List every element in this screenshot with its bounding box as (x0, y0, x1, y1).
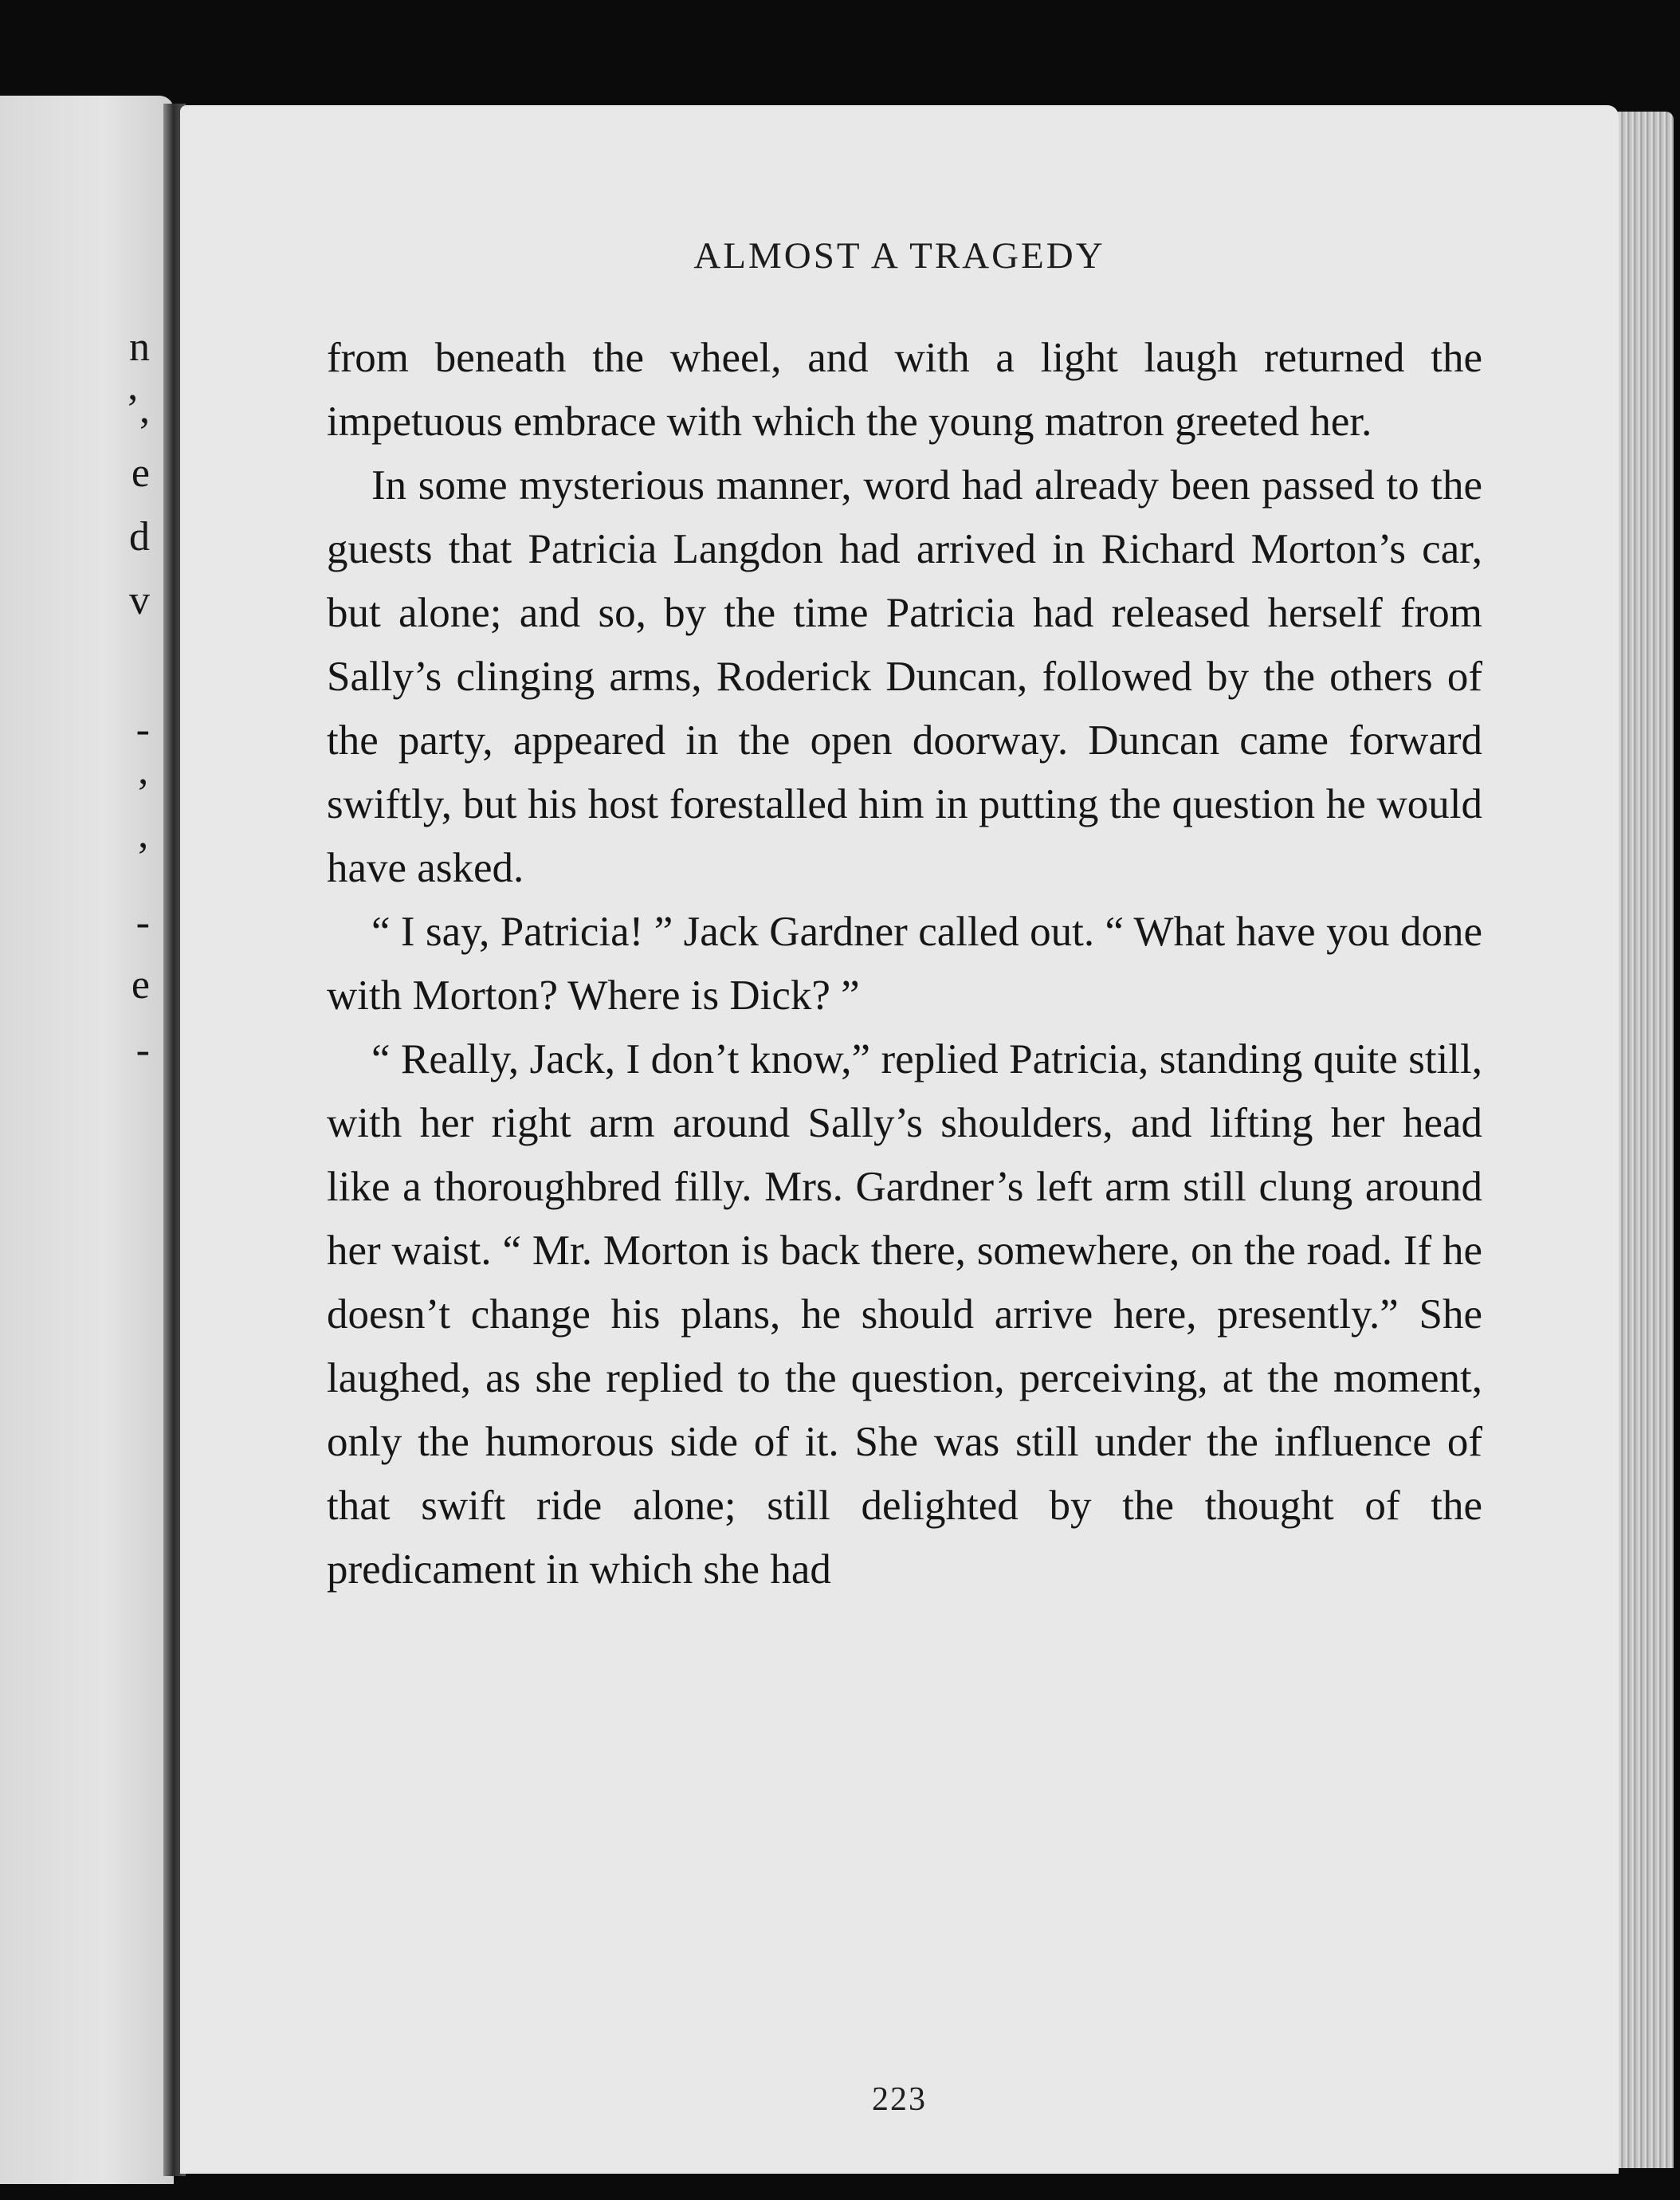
paragraph: “ I say, Patricia! ” Jack Gardner called out. “ What have you done with Morton? Where is Dick? ” (327, 909, 1482, 1019)
left-page-fragment: e (131, 962, 150, 1008)
paragraph: “ Really, Jack, I don’t know,” replied Patricia, standing quite still, with her right arm around Sally’s shoulders, and lifting her head like a thoroughbred filly. Mrs. Gardner’s left arm still clung around her waist. “ Mr. Morton is back there, somewhere, on the road. If he doesn’t change his plans, he should arrive here, presently.” She laughed, as she replied to the question, perceiving, at the moment, only the humorous side of it. She was still under the influence of that swift ride alone; still delighted by the thought of the predicament in which she had (327, 1036, 1482, 1593)
page-number: 223 (872, 2081, 927, 2118)
running-head: ALMOST A TRAGEDY (693, 235, 1105, 277)
body-text (327, 326, 1482, 1601)
paragraph: In some mysterious manner, word had already been passed to the guests that Patricia Langdon had arrived in Richard Morton’s car, but alone; and so, by the time Patricia had released herself from Sally’s clinging arms, Roderick Duncan, followed by the others of the party, appeared in the open doorway. Duncan came forward swiftly, but his host forestalled him in putting the question he would have asked. (327, 462, 1482, 891)
left-page-fragment: ’, (125, 387, 150, 432)
paragraph: from beneath the wheel, and with a light laugh returned the impetuous embrace with which the young matron greeted her. (327, 335, 1482, 445)
book-page (180, 105, 1619, 2174)
left-page-fragment: v (129, 578, 150, 623)
left-page-fragment: - (135, 707, 150, 752)
left-page-fragment: - (135, 900, 150, 945)
left-facing-page (0, 96, 174, 2184)
left-page-fragment: ’ (135, 771, 150, 816)
left-page-fragment: d (129, 514, 150, 560)
left-page-fragment: e (131, 450, 150, 496)
left-page-fragment: - (135, 1027, 150, 1073)
left-page-fragment: n (129, 324, 150, 370)
left-page-fragment: ’ (135, 835, 150, 880)
